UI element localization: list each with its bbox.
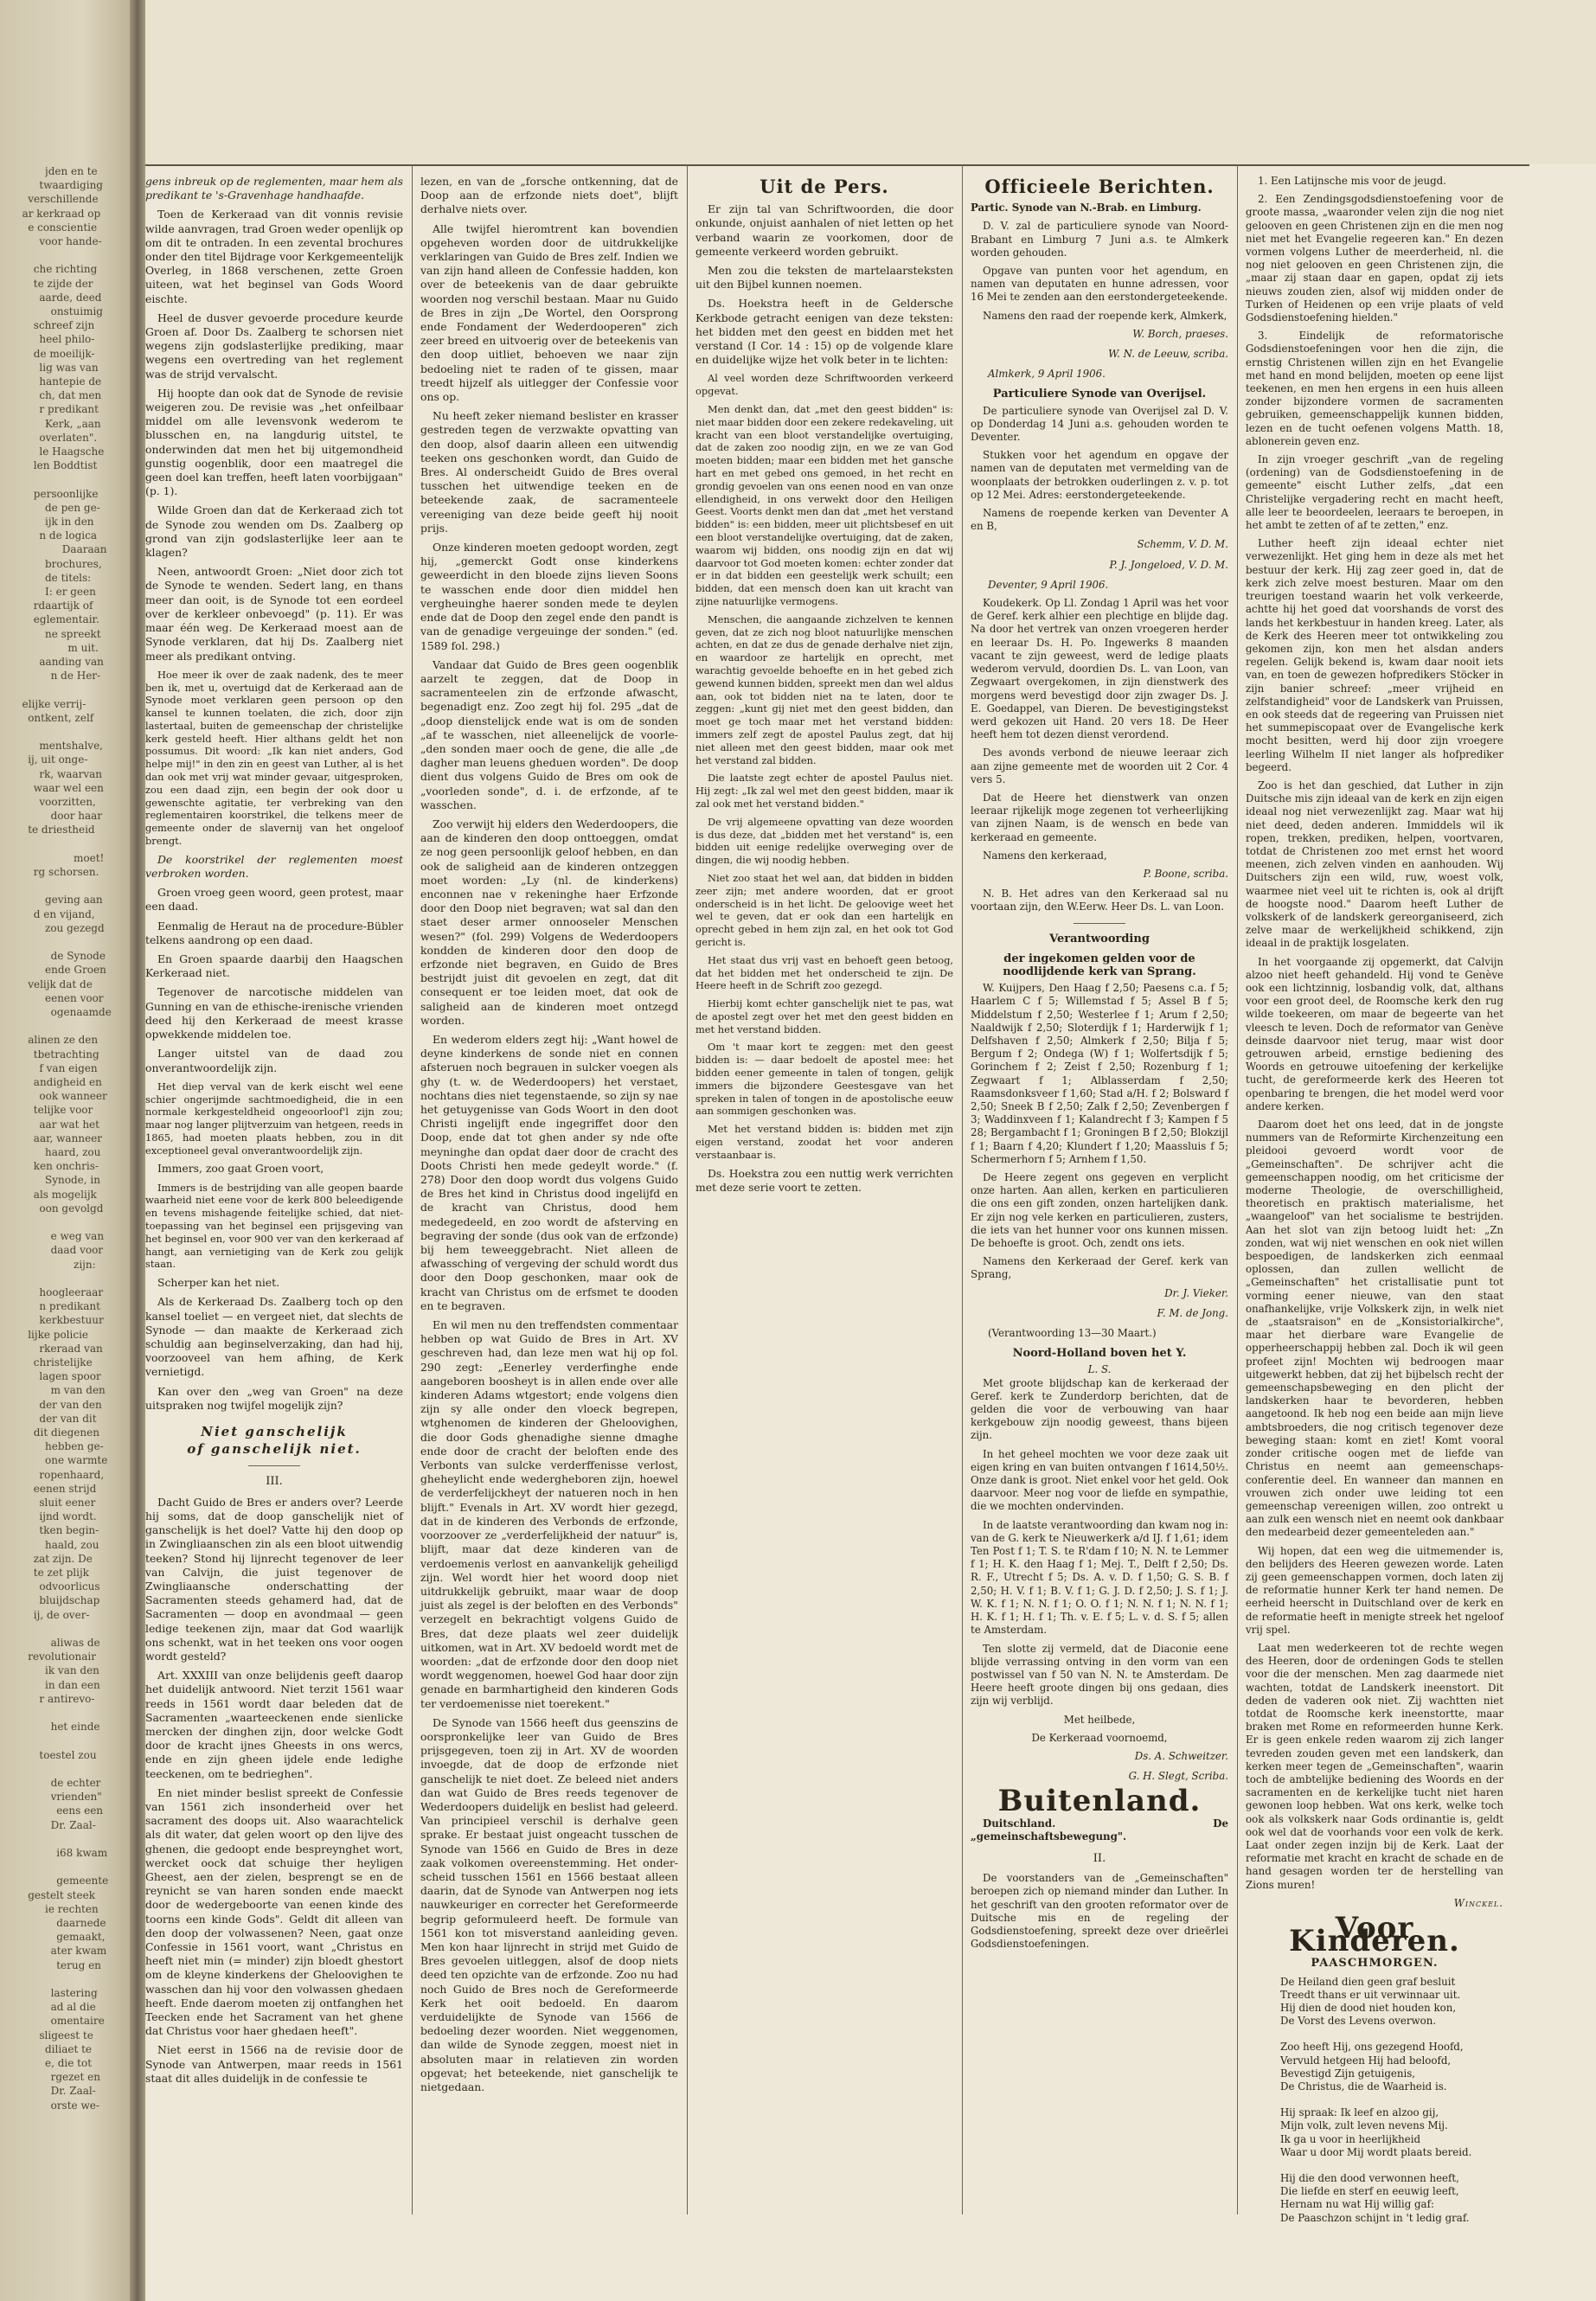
gutter-text-line: aar wat het [39,1118,99,1131]
poem-line: Mijn volk, zult leven nevens Mij. [1280,2119,1448,2132]
gutter-text-line: ad al die [50,2001,96,2014]
paragraph: Hij hoopte dan ook dat de Synode de revisie weigeren zou. De revisie was „het onfeilbaar middel om alle levensvonk wederom te blusschen en, na langdurig uitstel, te onderwinden dat men het bij uitgemondheid gunstig oogenblik, door een maatregel die geen doel kan treffen, heeft laten voorbijgaan" (p. 1). [145,386,403,498]
paragraph: gens inbreuk op de reglementen, maar hem als predikant te 's-Gravenhage handhaafde. [145,175,403,202]
section-heading-officieele-berichten: Officieele Berichten. [984,176,1215,197]
paragraph: Dat de Heere het dienstwerk van onzen leeraar rijkelijk moge zegenen tot verheerlijking van zijnen Naam, is de wensch en bede van kerkeraad en gemeente. [971,791,1228,843]
paragraph: Vandaar dat Guido de Bres geen oogenblik aarzelt te zeggen, dat de Doop in sacramenteelen zin de erfzonde afwascht, begenadigt enz. Zoo zegt hij fol. 295 „dat de „doop dienstelijck ende wat is om de sonden „af te wasschen, niet alleenelijck de voorle- „den sonden maer ooch de gene, die alle „de dagher man leuens gheduen worden". De doop dient dus volgens Guido de Bres om ook de „voorleden sonde", d. i. de erfzonde, af te wasschen. [420,657,678,811]
paragraph: Er zijn tal van Schriftwoorden, die door onkunde, onjuist aanhalen of niet letten op het verband waarin ze voorkomen, door de gemeente verkeerd worden gebruikt. [695,202,953,258]
gutter-text-line: n predikant [39,1300,100,1313]
gutter-text-line: hoogleeraar [39,1286,104,1298]
quote: Immers is de bestrijding van alle geopen baarde waarheid niet eene voor de kerk 800 beleedigende en tevens mishagende feitelijke schied, dat niet-toepassing van het beginsel een prijsgeving van het beginsel en, voor 900 ver van den kerkeraad af hangt, aan vernietiging van de Kerk zou gelijk staan. [145,1181,403,1271]
poem [1246,1976,1503,2225]
poem-line: Vervuld hetgeen Hij had beloofd, [1280,2054,1452,2067]
paragraph: Scherper kan het niet. [157,1276,280,1290]
paragraph: Kan over den „weg van Groen" na deze uitspraken nog twijfel mogelijk zijn? [145,1384,403,1412]
column-5 [1246,175,1503,2225]
quote: Het diep verval van de kerk eischt wel eene schier ongerijmde sachtmoedigheid, die in een normale kerkgesteldheid ongeoorloof'l zijn zou; maar nog langer plijtverzuim van hetgeen, reeds in 1865, had moeten plaats hebben, zou in dit exceptioneel geval onverantwoordelijk zijn. [145,1080,403,1157]
gutter-text-line: toestel zou [39,1748,97,1761]
gutter-text-line: te driestheid [28,824,95,836]
gutter-text-line: diliaet te [45,2042,93,2055]
quote: Met het verstand bidden is: bidden met zijn eigen verstand, zoodat het voor anderen verstaanbaar is. [695,1123,953,1161]
paragraph: 2. Een Zendingsgodsdienstoefening voor de groote massa, „waaronder velen zijn die nog niet gelooven en geen Christenen zijn en die men nog niet met het Evangelie regeeren kan." En dezen vormen volgens Luther de meerderheid, nl. die nog niet gelooven en geen Christenen zijn, die „maar zij staan daar en gapen, opdat zij iets nieuws zouden zien, alsof wij midden onder de Turken of Heidenen op een vrije plaats of veld Godsdienstoefening hielden." [1246,193,1503,324]
gutter-text-line: waar wel een [33,781,104,794]
gutter-text-line: daad voor [50,1244,104,1257]
paragraph: Men zou die teksten de martelaarsteksten uit den Bijbel kunnen noemen. [695,264,953,292]
top-rule [145,164,1529,166]
gutter-text-line: rkeraad van [39,1342,103,1355]
paragraph: D. V. zal de particuliere synode van Noord-Brabant en Limburg 7 Juni a.s. te Almkerk worden gehouden. [971,220,1228,259]
gutter-text-line: twaardiging [39,179,103,192]
gutter-text-line: rgezet en [50,2071,101,2084]
signature: W. Borch, praeses. [1132,327,1228,340]
quote: Hoe meer ik over de zaak nadenk, des te meer ben ik, met u, overtuigd dat de Kerkeraad aan de Synode moet verklaren geen persoon op den kansel te kunnen toelaten, die zich, door zijn lastertaal, buiten de gemeenschap der christelijke kerk gesteld heeft. Hier althans geldt het non possumus. Dit woord: „Ik kan niet anders, God helpe mij!" in den zin en geest van Luther, al is het dan ook met vrij wat minder gevaar, uitgesproken, zou een daad zijn, een begin der ook door u gewenschte agitatie, ter verbreking van den reglementairen koorstrikel, die telkens meer de gemeente onder de slavernij van het ongeloof brengt. [145,668,403,848]
paragraph: En Groen spaarde daarbij den Haagschen Kerkeraad niet. [145,952,403,980]
gutter-text-line: eens een [56,1804,104,1817]
gutter-text-line: mentshalve, [39,740,103,753]
paragraph: De koorstrikel der reglementen moest verbroken worden. [145,852,403,881]
gutter-text-line: hantepie de [39,375,102,388]
paragraph: Namens den kerkeraad, [983,849,1107,862]
gutter-text-line: e conscientie [28,221,98,234]
newspaper-page [145,164,1596,2301]
gutter-text-line: ij, de over- [33,1608,90,1621]
gutter-text-line: d en vijand, [33,907,95,920]
gutter-text-line: gemaakt, [56,1931,106,1944]
gutter-text-line: eglementair. [33,613,99,626]
column-4 [971,175,1228,1956]
gutter-text-line: onstuimig [50,305,103,317]
gutter-text-line: ken onchris- [33,1160,99,1173]
gutter-text-line: de moeilijk- [33,347,95,360]
gutter-text-line: der van dit [39,1412,97,1425]
paragraph: De Kerkeraad voornoemd, [1031,1731,1168,1744]
paragraph: Zoo verwijt hij elders den Wederdoopers, die aan de kinderen den doop onttoeggen, omdat ze nog geen persoonlijk geloof hebben, en dan ook de saligheid aan de kinderen ontzeggen moet worden: „Ly (nl. de kinderkens) enconnen nae v rekeninghe haer Erfzonde door den Doop niet begraven; wat sal dan den staet deser armer onnooseler Menschen wesen?" (fol. 299) Volgens de Wederdoopers kondden de kinderen door den doop de erfzonde niet begraven, en Guido de Bres bestrijdt juist dit gevoelen en zegt, dat dit consequent er toe leiden moet, dat ook de saligheid aan de kinderen moet ontzegd worden. [420,817,678,1027]
paragraph: Neen, antwoordt Groen: „Niet door zich tot de Synode te wenden. Sedert lang, en thans meer dan ooit, is de Synode tot een eordeel over de kerkleer onbevoegd" (p. 11). Er was maar één weg. De Kerkeraad moest aan de Synode verklaren, dat hij Ds. Zaalberg niet meer als predikant ontving. [145,565,403,663]
gutter-text-line: terug en [56,1958,101,1971]
paragraph: Langer uitstel van de daad zou onverantwoordelijk zijn. [145,1047,403,1074]
paragraph: Eenmalig de Heraut na de procedure-Bübler telkens aandrong op een daad. [145,919,403,946]
paragraph: W. Kuijpers, Den Haag f 2,50; Paesens c.a. f 5; Haarlem C f 5; Willemstad f 5; Assel B f 5; Middelstum f 2,50; Westerlee f 1; Arum f 2,50; Naaldwijk f 2,50; Sloterdijk f 1; Harderwijk f 1; Delfshaven f 2,50; Almkerk f 2,50; Bilja f 5; Bergum f 2; Ondega (W) f 1; Wolfertsdijk f 5; Gorinchem f 2; Zeist f 2,50; Rozenburg f 1; Zegwaart f 1; Alblasserdam f 2,50; Raamsdonksveer f 1,60; Stad a/H. f 2; Bolsward f 2,50; Sneek B f 2,50; Zalk f 2,50; Zevenbergen f 3; Waddinxveen f 1; Kalandrecht f 3; Kampen f 5 28; Bergambacht f 1; Groningen B f 2,50; Blokzijl f 1; Baarn f 4,20; Klundert f 1,20; Maassluis f 5; Schermerhorn f 5; Arnhem f 1,50. [971,982,1228,1165]
column-3 [695,175,953,1200]
paragraph: Namens den raad der roepende kerk, Almkerk, [983,309,1227,322]
gutter-text-line: kerkbestuur [39,1314,104,1327]
page-fold [130,0,145,2301]
gutter-text-line: de pen ge- [45,501,100,514]
column-rule [412,164,413,2214]
paragraph: En wederom elders zegt hij: „Want howel de deyne kinderkens de sonde niet en connen afsteruen noch begrauen in sulcker voegen als ghy (t. w. de Wederdoopers) het verstaet, nochtans dies niet tegenstaende, so zijn sy nae het getuygenisse van Gods Woort in den doot Christi ingelijft ende ingegriffet door den Doop, ende dat tot ghen ander sy nde ofte meyninghe dan opdat daer door de cracht des Doots Christi hen mede gedeylt worde." (f. 278) Door den doop wordt dus volgens Guido de Bres het kind in Christus dood ingelijfd en de kracht van Christus, dood hem medegedeeld, en zoo wordt de afsterving en begraving der sonde (dus ook van de erfzonde) bij hem teweeggebracht. Niet alleen de afwassching of vergeving der schuld wordt dus door den Doop geschonken, maar ook de kracht van Christus om de erfsmet te dooden en te begraven. [420,1032,678,1312]
gutter-text-line: lastering [50,1987,98,1999]
gutter-text-line: Kerk, „aan [45,417,101,430]
gutter-text-line: aar, wanneer [33,1131,102,1144]
gutter-text-line: m uit. [67,641,99,654]
signature: P. Boone, scriba. [1143,867,1228,880]
gutter-text-line: i68 kwam [56,1847,108,1859]
quote: Die laatste zegt echter de apostel Paulus niet. Hij zegt: „Ik zal wel met den geest bidden, maar ik zal ook met het verstand bidden." [695,772,953,810]
gutter-text-line: lagen spoor [39,1370,101,1383]
poem-line: Zoo heeft Hij, ons gezegend Hoofd, [1280,2041,1464,2054]
section-number: III. [266,1474,283,1488]
gutter-text-line: eenen voor [45,991,104,1004]
date: Deventer, 9 April 1906. [988,578,1109,591]
paragraph: En niet minder beslist spreekt de Confessie van 1561 zich insonderheid over het sacrament des doops uit. Also waarachtelick als dit water, dat gelen woort op den lijve des ghenen, die gedoopt ende bespreynghet wort, wercket oock dat schuige ther heyligen Gheest, aen der zielen, besprengt se en de reynicht se van haren sonden ende maeckt door de wedergeboorte van eenen kinde des toorns een kinde Gods". Geldt dit alleen van den doop der volwassenen? Neen, gaat onze Confessie in 1561 voort, want „Christus en heeft niet min (= minder) zijn bloedt ghestort om de kleyne kinderkens der Gheloovighen te wasschen dan hij voor den volwassen ghedaen heeft. Ende daerom moeten zij ontfanghen het Teecken ende het Sacrament van het ghene dat Christus voor haer ghedaen heeft". [145,1785,403,2038]
gutter-text-line: telijke voor [33,1104,93,1117]
gutter-text-line: Dr. Zaal- [50,1818,96,1831]
paragraph: Niet eerst in 1566 na de revisie door de Synode van Antwerpen, maar reeds in 1561 staat dit alles duidelijk in de confessie te [145,2043,403,2085]
paragraph: Ten slotte zij vermeld, dat de Diaconie eene blijde verrassing ontving in den vorm van een postwissel van f 50 van N. N. te Amsterdam. De Heere heeft groote dingen bij ons gedaan, dies zijn wij verblijd. [971,1642,1228,1708]
gutter-text-line: hebben ge- [45,1440,104,1453]
gutter-text-line: de echter [50,1777,101,1789]
paragraph: In de laatste verantwoording dan kwam nog in: van de G. kerk te Nieuwerkerk a/d IJ. f 1,61; idem Ten Post f 1; T. S. te R'dam f 10; N. N. te Lemmer f 1; H. K. den Haag f 1; Mej. T., Delft f 2,50; Ds. R. F., Utrecht f 5; Ds. A. v. D. f 1,50; G. S. B. f 2,50; H. V. f 1; B. V. f 1; G. J. D. f 2,50; J. S. f 1; J. W. K. f 1; N. N. f 1; O. O. f 1; N. N. f 1; N. N. f 1; H. K. f 1; H. f 1; Th. v. E. f 5; L. v. d. S. f 5; allen te Amsterdam. [971,1518,1228,1637]
paragraph: Des avonds verbond de nieuwe leeraar zich aan zijne gemeente met de woorden uit 2 Cor. 4 vers 5. [971,747,1228,785]
gutter-text-line: ar kerkraad op [22,207,101,220]
signature: Winckel. [1453,1896,1503,1909]
gutter-text-line: aanding van [39,656,104,668]
gutter-text-line: christelijke [33,1356,93,1368]
gutter-text-line: rdaartijk of [33,599,93,612]
gutter-text-line: ontkent, zelf [28,711,94,724]
gutter-text-line: zou gezegd [45,921,105,934]
poem-line: Hij die den dood verwonnen heeft, [1280,2172,1459,2185]
gutter-text-line: daarnede [56,1917,106,1929]
paragraph: Wilde Groen dan dat de Kerkeraad zich tot de Synode zou wenden om Ds. Zaalberg op grond van zijn godslasterlijke leer aan te klagen? [145,503,403,560]
signature: Ds. A. Schweitzer. [1134,1749,1228,1762]
gutter-text-line: ch, dat men [39,389,102,402]
gutter-text-line: haard, zou [45,1146,101,1158]
gutter-text-line: odvoorlicus [39,1580,100,1593]
gutter-text-line: velijk dat de [28,977,93,990]
gutter-text-line: revolutionair [28,1650,96,1663]
gutter-text-line: ie rechten [45,1902,99,1915]
gutter-text-line: rg schorsen. [33,866,99,878]
section-title: of ganschelijk niet. [187,1441,362,1458]
gutter-text-line: aarde, deed [39,291,102,304]
poem-line: Hij spraak: Ik leef en alzoo gij, [1280,2106,1439,2119]
column-rule [962,164,963,2214]
gutter-text-line: ropenhaard, [39,1468,105,1481]
gutter-text-line: eenen strijd [33,1482,97,1495]
gutter-text-line: e weg van [50,1230,105,1243]
gutter-text-line: het einde [50,1721,100,1734]
gutter-text-line: ik van den [45,1664,99,1677]
quote: Niet zoo staat het wel aan, dat bidden in bidden zeer zijn; met andere woorden, dat er groot onderscheid is in het licht. De geloovige weet het wel te geven, dat er ook dan een hartelijk en oprecht gebed in hem zijn zal, en het ook tot God gericht is. [695,871,953,948]
notice-title: Particuliere Synode van Overijsel. [992,388,1207,401]
paragraph: Daarom doet het ons leed, dat in de jongste nummers van de Reformirte Kirchenzeitung een pleidooi gevoerd wordt voor de „Gemeinschaften". De schrijver acht die gemeenschappen noodig, om het criticisme der moderne Theologie, de overschilligheid, theoretisch en praktisch materialisme, het „waangeloof" van het socialisme te bestrijden. Aan het slot van zijn betoog luidt het: „Zn zonden, wat wij niet wenschen en ook niet willen bespoedigen, de landskerken zich eenmaal oplossen, dan zullen wellicht de „Gemeinschaften" het cristallisatie punt tot vorming eener nieuwe, van den staat onafhankelijke, vrije Volkskerk zijn, in welk niet de „staatsraison" en de „Konsistorialkirche", maar het dierbare ware Evangelie de opperheerschappij hebben zal. Doch ik wil geen profeet zijn! Mochten wij bedroogen maar uitgewerkt hebben, dat zij het bijbelsch recht der gemeenschapsbeweging en den plicht der landskerken haar te bevorderen, hebben aangetoond. Ik heb nog een beide aan mijn lieve ambtsbroeders, die nog critisch tegenover deze beweging staan: komt en ziet! Komt vooral zonder critische oogen met de liefde van Christus en neemt aan gemeenschaps-conferentie deel. En wanneer dan mannen en vrouwen zich onder uwe leiding tot een gemeenschap vereenigen willen, zoo ontrekt u aan zulk een wensch niet en neemt ook dankbaar den medearbeid dezer gemeenteleden aan." [1246,1118,1503,1539]
paragraph: Wij hopen, dat een weg die uitmemender is, den belijders des Heeren gewezen worde. Laten zij geen gemeenschappen vormen, doch laten zij de reformatie hunner Kerk ter hand nemen. De eerheid heerscht in Duitschland over de kerk en de reformatie heeft in menigte streek het ngeloof vrij spel. [1246,1544,1503,1636]
gutter-text-line: voor hande- [39,235,102,247]
paragraph: Namens den Kerkeraad der Geref. kerk van Sprang, [971,1255,1228,1281]
gutter-text-line: r antirevo- [39,1692,95,1705]
poem-line: Hij dien de dood niet houden kon, [1280,2002,1457,2015]
gutter-text-line: schreef zijn [33,319,95,332]
paragraph: Duitschland. De „gemeinschaftsbewegung". [971,1817,1228,1843]
paragraph: Stukken voor het agendum en opgave der namen van de deputaten met vermelding van de woonplaats der betrokken ouderlingen z. v. p. tot op 12 Mei. Adres: eerstondergeteekende. [971,449,1228,501]
gutter-text-line: ogenaamde [50,1006,112,1018]
paragraph: Ds. Hoekstra zou een nuttig werk verrichten met deze serie voort te zetten. [695,1166,953,1194]
gutter-text-line: f van eigen [39,1061,98,1074]
gutter-text-line: andigheid en [33,1076,102,1088]
gutter-text-line: omentaire [50,2015,105,2028]
gutter-text-line: ijk in den [45,516,94,528]
poem-line: De Paaschzon schijnt in 't ledig graf. [1280,2211,1470,2224]
poem-line: Waar u door Mij wordt plaats bereid. [1280,2145,1472,2158]
gutter-text-line: aliwas de [50,1637,100,1649]
column-2 [420,175,678,2099]
divider [248,1465,300,1466]
signature: P. J. Jongeloed, V. D. M. [1109,558,1228,571]
paragraph: Opgave van punten voor het agendum, en namen van deputaten en hunne adressen, voor 16 Mei te zenden aan den eerstondergeteekende. [971,265,1228,304]
poem-line: Bevestigd Zijn getuigenis, [1280,2067,1416,2080]
poem-line: Treedt thans er uit verwinnaar uit. [1280,1988,1461,2001]
paragraph: Onze kinderen moeten gedoopt worden, zegt hij, „gemerckt Godt onse kinderkens geweerdicht in den bloede zijns lieven Soons te wasschen ende door dien middel hen vergheuinghe haerer sonden mede te deylen ende dat de Doop den zegel ende den pandt is van de genadige vergeuinge der sonden." (ed. 1589 fol. 298.) [420,541,678,652]
notice-title: Verantwoording [1049,932,1150,945]
gutter-text-line: r predikant [39,403,99,416]
gutter-text-line: brochures, [45,557,102,570]
gutter-text-line: alinen ze den [28,1034,99,1047]
date: Almkerk, 9 April 1906. [988,368,1106,381]
gutter-text-line: als mogelijk [33,1188,97,1201]
paragraph: Koudekerk. Op Ll. Zondag 1 April was het voor de Geref. kerk alhier een plechtige en blijde dag. Na door het vertrek van onzen vroegeren herder en leeraar Ds. H. Po. Ingewerks 8 maanden vacant te zijn geweest, werd de ledige plaats wederom vervuld, doordien Ds. L. van Loon, van Zegwaart overgekomen, in zijn dienstwerk des morgens werd bevestigd door zijn zwager Ds. J. E. Goedappel, van Dieren. De bevestigingstekst werd gekozen uit Hand. 20 vers 18. De Heer heeft hem tot dezen dienst verordend. [971,597,1228,741]
gutter-text-line: moet! [74,851,105,864]
gutter-text-line: door haar [50,810,103,823]
section-number: II. [1093,1851,1106,1865]
paragraph: De voorstanders van de „Gemeinschaften" beroepen zich op niemand minder dan Luther. In het geschrift van den grooten reformator over de Duitsche mis en de regeling der Godsdienstoefening, spreekt deze over drieërlei Godsdienstoefeningen. [971,1872,1228,1951]
gutter-text-line: gestelt steek [28,1888,95,1901]
paragraph: Heel de dusver gevoerde procedure keurde Groen af. Door Ds. Zaalberg te schorsen niet wegens zijn godslasterlijke prediking, maar wegens een overtreding van het reglement was de strijd vervalscht. [145,311,403,381]
gutter-text-line: de titels: [45,571,92,584]
paragraph: 1. Een Latijnsche mis voor de jeugd. [1258,175,1446,187]
paragraph: 3. Eindelijk de reformatorische Godsdienstoefeningen voor hen die zijn, die ernstig Christenen willen zijn en het Evangelie met hand en mond belijden, moeten op eene lijst teekenen, en men hen ergens in een huis alleen zonder bijzondere vormen de sacramenten gebruiken, gemeenschappelijk kunnen bidden, lezen en de tucht oefenen volgens Matth. 18, ablonerein geven enz. [1246,330,1503,447]
previous-page-edge [0,0,138,2301]
gutter-text-line: n de Her- [50,670,101,683]
quote: Menschen, die aangaande zichzelven te kennen geven, dat ze zich nog bloot natuurlijke menschen achten, en dat ze dus de genade derhalve niet zijn, en waardoor ze hartelijk en oprecht, met warachtig gevoelde behoefte en in het gebed zich gewend kunnen bidden, spreekt men dan wel aldus aan, ook tot bidden niet na te laten, door te zeggen: „kunt gij niet met den geest bidden, dan moet ge toch maar met het verstand bidden: immers zelf zegt de apostel Paulus zegt, dat hij niet alleen met den geest bidden, maar ook met het verstand zal bidden. [695,612,953,766]
poem-line: Ik ga u voor in heerlijkheid [1280,2132,1421,2145]
poem-line: De Heiland dien geen graf besluit [1280,1975,1456,1988]
paragraph: Toen de Kerkeraad van dit vonnis revisie wilde aanvragen, trad Groen weder openlijk op om dit te ontraden. In een zevental brochures onder den titel Bijdrage voor Kerkgemeentelijk Overleg, in 1868 verschenen, zette Groen uiteen, wat het beginsel van Gods Woord eischte. [145,208,403,305]
paragraph: Laat men wederkeeren tot de rechte wegen des Heeren, door de ordeningen Gods te stellen voor die der menschen. Men zag daarmede niet wachten, totdat de Landskerk ineenstort. Dit deden de vaderen ook niet. Zij wachtten niet totdat de Roomsche kerk ineenstortte, maar braken met Rome en reformeerden hunne Kerk. Er is geen enkele reden waarom zij zich langer tevreden zouden geven met een landskerk, dan kerken meer tegen de „Gemeinschaften", waarin toch de ambtelijke bediening des Woords en der sacramenten en de kerkelijke tucht niet haren gewonen loop hebben. Wat ons kerk, welke toch ook als volkskerk naar Gods ordinantie is, geldt ook wel dat de voorhands voor een volk de kerk. Laat onder zegen inzijn bij de Kerk. Laat der reformatie met kracht en kracht de schade en de hand gesagen worden ter de herstelling van Zions muren! [1246,1641,1503,1891]
column-rule [1237,164,1238,2214]
paragraph: Met groote blijdschap kan de kerkeraad der Geref. kerk te Zunderdorp berichten, dat de gelden die voor de verbouwing van haar kerkgebouw zijn noodig geweest, thans bijeen zijn. [971,1376,1228,1442]
quote: Om 't maar kort te zeggen: met den geest bidden is: — daar bedoelt de apostel mee: het bidden eener gemeente in talen of tongen, gelijk immers die bijzondere Geestesgave van het spreken in talen of tongen in de apostolische eeuw aan sommigen geschonken was. [695,1041,953,1118]
gutter-text-line: te zet plijk [33,1567,89,1579]
paragraph: Dacht Guido de Bres er anders over? Leerde hij soms, dat de doop ganschelijk niet of ganschelijk is het doel? Vatte hij den doop op in Zwingliaanschen zin als een bloot uitwendig teeken? Stond hij lijnrecht tegenover de leer van Calvijn, die juist tegenover de Zwingliaansche onderschatting der Sacramenten steeds gehamerd had, dat de Sacramenten — doop en avondmaal — geen ledige teekenen zijn, maar dat God waarlijk ons schenkt, wat in het teeken ons voor oogen wordt gesteld? [145,1495,403,1663]
poem-line: De Christus, die de Waarheid is. [1280,2080,1447,2093]
signature: W. N. de Leeuw, scriba. [1108,348,1228,361]
gutter-text-line: zat zijn. De [33,1552,93,1565]
quote: Het staat dus vrij vast en behoeft geen betoog, dat het bidden met het onderscheid te zijn. De Heere heeft in de Schrift zoo gezegd. [695,953,953,992]
gutter-text-line: m van den [50,1384,106,1397]
gutter-text-line: orste we- [50,2099,99,2112]
gutter-text-line: bluijdschap [39,1594,100,1607]
paragraph: N. B. Het adres van den Kerkeraad sal nu voortaan zijn, den W.Eerw. Heer Ds. L. van Loon. [971,888,1228,913]
paragraph: In het geheel mochten we voor deze zaak uit eigen kring en van buiten ontvangen f 1614,50½. Onze dank is groot. Niet enkel voor het geld. Ook daarvoor. Meer nog voor de liefde en sympathie, die we mochten ondervinden. [971,1447,1228,1513]
paragraph: Nu heeft zeker niemand beslister en krasser gestreden tegen de verzwakte opvatting van den doop, alsof daarin alleen een uitwendig teeken ons geschonken wordt, dan Guido de Bres. Al onderscheidt Guido de Bres overal tusschen het uitwendige teeken en de beteekende zaak, de sacramenteele vereeniging van deze beide geeft hij nooit prijs. [420,409,678,535]
gutter-text-line: geving aan [45,894,103,907]
gutter-text-line: ne spreekt [45,627,101,640]
quote: De vrij algemeene opvatting van deze woorden is dus deze, dat „bidden met het verstand" is, een bidden uit eenige redelijke overweging over de dingen, die wij noodig hebben. [695,815,953,867]
notice-title: Noord-Holland boven het Y. [1012,1347,1187,1361]
gutter-text-line: tbetrachting [33,1048,99,1061]
gutter-text-line: ijnd wordt. [39,1510,97,1523]
gutter-text-line: Daaraan [61,543,107,556]
gutter-text-line: elijke verrij- [22,697,87,710]
gutter-text-line: haald, zou [45,1538,99,1551]
quote: Men denkt dan, dat „met den geest bidden" is: niet maar bidden door een zekere redekaveling, uit kracht van een bloot verstandelijke overtuiging, dat de zaken zoo noodig zijn, en we ze van God moeten bidden; maar een bidden met het gansche hart en met gebed ons gemoed, in het recht en grondig gevoelen van ons eenen nood en van onze ellendigheid, in ons verwekt door den Heiligen Geest. Voorts denkt men dan dat „met het verstand bidden" is: een bidden, meer uit plichtsbesef en uit een bloot verstandelijke overtuiging, dat de zaken, waarom wij bidden, ons noodig zijn en dat wij daarvoor tot God moeten komen: echter zonder dat er in dat bidden een geestelijk werk schuilt; een bidden, dat een mensch doen kan uit kracht van zijne natuurlijke vermogens. [695,403,953,607]
section-heading-voor-kinderen: Voor Kinderen. [1289,1911,1460,1959]
paragraph: Groen vroeg geen woord, geen protest, maar een daad. [145,886,403,913]
gutter-text-line: voorzitten, [39,796,96,808]
gutter-text-line: jden en te [45,165,98,177]
poem-line [1280,2159,1503,2172]
poem-line: Hernam nu wat Hij willig gaf: [1280,2198,1434,2211]
gutter-text-line: te zijde der [33,277,93,290]
gutter-text-line: heel philo- [39,333,95,346]
notice-title: Partic. Synode van N.-Brab. en Limburg. [971,202,1202,215]
gutter-text-line: lijke policie [28,1328,89,1341]
paragraph: Tegenover de narcotische middelen van Gunning en van de ethische-irenische vrienden deed hij den Kerkeraad de meest krasse opwekkende middelen toe. [145,985,403,1042]
gutter-text-line: che richting [33,263,98,276]
paragraph: Zoo is het dan geschied, dat Luther in zijn Duitsche mis zijn ideaal van de kerk en zijn eigen ideaal nog niet verwezenlijkt zag. Maar wat hij niet deed, deden anderen. Immiddels wil ik ropen, trekken, prediken, helpen, voortvaren, totdat de Christenen zoo met ernst het woord meenen, zich zelven vinden en aanhouden. Wij Duitschers zijn een wild, ruw, woest volk, waarmee niet veel uit te richten is, ook al drijft de hoogste nood." Daarom heeft Luther de volkskerk of de landskerk gereorganiseerd, zich zelve maar de werkelijkheid schikkend, zijn ideaal in de praktijk losgelaten. [1246,779,1503,950]
poem-line: De Vorst des Levens overwon. [1280,2015,1437,2028]
poem-line: Die liefde en sterf en eeuwig leeft, [1280,2185,1459,2198]
gutter-text-line: ende Groen [45,964,106,977]
gutter-text-line: gemeente [56,1875,109,1888]
paragraph: lezen, en van de „forsche ontkenning, dat de Doop aan de erfzonde niets doet", blijft derhalve niets over. [420,175,678,216]
gutter-text-line: in dan een [45,1678,100,1691]
poem-line [1280,2028,1503,2041]
gutter-text-line: ater kwam [50,1945,107,1958]
paragraph: De Heere zegent ons gegeven en verplicht onze harten. Aan allen, kerken en particulieren die ons een gift zonden, onzen hartelijken dank. Er zijn nog vele kerken en particulieren, zusters, die iets van het hunner voor ons kunnen missen. De behoefte is groot. Och, zendt ons iets. [971,1171,1228,1250]
divider [1074,923,1125,924]
paragraph: Ds. Hoekstra heeft in de Geldersche Kerkbode getracht eenigen van deze teksten: het bidden met den geest en bidden met het verstand (I Cor. 14 : 15) op de volgende klare en duidelijke wijze het volk beter in te lichten: [695,297,953,367]
column-rule [687,164,688,2214]
signature: Dr. J. Vieker. [1164,1286,1228,1299]
gutter-text-line: Dr. Zaal- [50,2085,96,2098]
paragraph: Namens de roepende kerken van Deventer A en B, [971,507,1228,533]
quote: Hierbij komt echter ganschelijk niet te pas, wat de apostel zegt over het met den geest bidden en met het verstand bidden. [695,997,953,1035]
gutter-text-line: sligeest te [39,2029,93,2041]
gutter-text-line: rk, waarvan [39,767,103,780]
signature: G. H. Slegt, Scriba. [1128,1770,1228,1783]
section-title: Niet ganschelijk [201,1424,348,1440]
paragraph: In het voorgaande zij opgemerkt, dat Calvijn alzoo niet heeft gehandeld. Hij vond te Genève ook een lichtzinnig, losbandig volk, dat, althans voor een groot deel, de Roomsche kerk den rug wilde toekeeren, om maar de begeerte van het vleesch te leven. Doch de reformator van Genève deinsde daarvoor niet terug, maar wist door getrouwen arbeid, ernstige bediening des Woords en getrouwe uitoefening der kerkelijke tucht, de gereformeerde kerk des Heeren tot openbaring te brengen, die het model werd voor andere kerken. [1246,955,1503,1112]
notice-subtitle: L. S. [1087,1363,1112,1376]
gutter-text-line: len Boddtist [33,459,98,472]
paragraph: En wil men nu den treffendsten commentaar hebben op wat Guido de Bres in Art. XV geschreven had, dan leze men wat hij op fol. 290 zegt: „Eenerley verderfinghe ende aangeboren boosheyt is in allen ende over alle kinderen Adams wtgestort; ende volgens dien zijn sy alle onder den vloeck begrepen, wtghenomen de kinderen der Gheloovighen, die door Gods ghenadighe sienne dmaghe ende door de cracht der beloften ende des Verbonts van sulcke verderffenisse verlost, gheheylicht ende wedergheboren zijn, hoewel de verderfelijckheyt der natueren noch in hen blijft." Evenals in Art. XV wordt hier gezegd, dat in de kinderen des Verbonds de erfzonde, voorzoover ze „verderfelijkheid der natuur" is, blijft, maar dat deze kinderen van de verdoemenis verlost en aanvankelijk geheiligd zijn. Wel wordt hier het woord doop niet uitdrukkelijk gebruikt, maar waar de doop juist als zegel is der beloften en des Verbonds" verzegelt en bekrachtigt volgens Guido de Bres, dat deze plaats wel zeer duidelijk uitkomen, wat in Art. XV bedoeld wordt met de woorden: „dat de erfzonde door den doop niet wordt weggenomen, hoewel God haar door zijn genade en barmhartigheid den kinderen Gods ter verdoemenisse niet toerekent." [420,1318,678,1710]
paragraph: In zijn vroeger geschrift „van de regeling (ordening) van de Godsdienstoefening in de gemeente" eischt Luther zelfs, „dat een Christelijke vergadering recht en macht heeft, alle leer te beoordeelen, leeraars te beroepen, in het ambt te zetten of af te zetten," enz. [1246,453,1503,532]
signature: Schemm, V. D. M. [1137,538,1228,551]
paragraph: Art. XXXIII van onze belijdenis geeft daarop het duidelijk antwoord. Niet terzit 1561 waar reeds in 1561 wordt daar beleden dat de Sacramenten „waarteeckenen ende sienlicke mercken der dinghen zijn, door welcke Godt door de kracht ijnes Gheests in ons wercs, ende en zijn gheen ijdele ende ledighe teeckenen, om te bedrieghen". [145,1669,403,1780]
poem-title: PAASCHMORGEN. [1311,1957,1439,1971]
gutter-text-line: ook wanneer [39,1090,107,1103]
gutter-text-line: I: er geen [45,586,96,598]
gutter-text-line: e, die tot [45,2057,93,2069]
quote: Al veel worden deze Schriftwoorden verkeerd opgevat. [695,372,953,398]
gutter-text-line: lig was van [39,361,99,374]
paragraph: De Synode van 1566 heeft dus geenszins de oorspronkelijke leer van Guido de Bres prijsgegeven, toen zij in Art. XV de woorden invoegde, dat de doop de erfzonde niet ganschelijk te niet doet. Ze beleed niet anders dan wat Guido de Bres reeds tegenover de Wederdoopers duidelijk en beslist had geleerd. Van principieel verschil is derhalve geen sprake. Er bestaat juist ongeacht tusschen de Synode van 1566 en Guido de Bres in deze zaak volkomen overeenstemming. Het onder- scheid tusschen 1561 en 1566 bestaat alleen daarin, dat de Synode van Antwerpen nog iets nauwkeuriger en correcter het Gereformeerde begrip geformuleerd heeft. De formule van 1561 kon tot misverstand aanleiding geven. Men kon haar lijnrecht in strijd met Guido de Bres gevoelen uitleggen, alsof de doop niets deed ten opzichte van de erfzonde. Zoo nu had noch Guido de Bres noch de Gereformeerde Kerk het ooit bedoeld. En daarom verduidelijkte de Synode van 1566 de bedoeling dezer woorden. Niet weggenomen, dan wilde de Synode zeggen, moest niet in absoluten maar in relatieven zin worden opgevat; het beteekende, niet ganschelijk te nietgedaan. [420,1715,678,2094]
section-heading-buitenland: Buitenland. [997,1784,1202,1819]
poem-line [1280,2093,1503,2106]
gutter-text-line: verschillende [28,193,99,206]
gutter-text-line: dit diegenen [33,1426,99,1439]
gutter-text-line: persoonlijke [33,487,99,500]
gutter-text-line: n de logica [39,529,97,542]
paragraph: Met heilbede, [1063,1713,1136,1726]
section-heading-uit-de-pers: Uit de Pers. [760,176,889,197]
paragraph: Als de Kerkeraad Ds. Zaalberg toch op den kansel toeliet — en vergeet niet, dat slechts de Synode — dan maakte de Kerkeraad zich schuldig aan beginselverzaking, dan had hij, voorzooveel van hem afhing, de Kerk vernietigd. [145,1295,403,1379]
gutter-text-line: tken begin- [39,1524,99,1537]
paragraph: Alle twijfel hieromtrent kan bovendien opgeheven worden door de uitdrukkelijke verklaringen van Guido de Bres zelf. Indien we van zijn hand alleen de Confessie hadden, kon over de beteekenis van de daar gebruikte woorden nog verschil bestaan. Maar nu Guido de Bres in zijn „De Wortel, den Oorsprong ende Fondament der Wederdooperen" zich zeer breed en uitvoerig over de beteekenis van den doop uitliet, behoeven we naar zijn bedoeling niet te raden of te gissen, maar treedt hijzelf als uitlegger der Confessie voor ons op. [420,221,678,404]
gutter-text-line: oon gevolgd [39,1202,104,1215]
gutter-text-line: ij, uit onge- [28,753,88,766]
gutter-text-line: le Haagsche [39,445,105,458]
paragraph: Luther heeft zijn ideaal echter niet verwezenlijkt. Het ging hem in deze als met het bestuur der kerk. Hij zag zeer goed in, dat de kerk zich zelve moest besturen. Maar om den treurigen toestand waarin het volk verkeerde, achtte hij het goed dat voorshands de vorst des lands het kerkbestuur in handen kreeg. Later, als de Kerk des Heeren meer tot ontwikkeling zou gekomen zijn, kon men het alsdan anders regelen. Gelijk bekend is, kwam daar nooit iets van, en toen de gewezen hofpredikers Stöcker in zijn banier schreef: „meer vrijheid en zelfstandigheid" voor de Landskerk van Pruissen, en ook steeds dat de regeering van Pruissen niet het summepiscopaat over de Evangelische kerk mocht besitten, werd hij door zijn vroegere leerling Wilhelm II niet langer als hofprediker begeerd. [1246,537,1503,773]
gutter-text-line: Synode, in [45,1174,100,1187]
date: (Verantwoording 13—30 Maart.) [988,1327,1157,1340]
paragraph: Immers, zoo gaat Groen voort, [157,1162,324,1176]
gutter-text-line: zijn: [74,1258,96,1271]
notice-subtitle: der ingekomen gelden voor de noodlijdende kerk van Sprang. [1003,952,1196,978]
gutter-text-line: overlaten". [39,431,98,444]
column-1 [145,175,403,2091]
paragraph: De particuliere synode van Overijsel zal D. V. op Donderdag 14 Juni a.s. gehouden worden te Deventer. [971,404,1228,444]
gutter-text-line: sluit eener [39,1497,96,1509]
gutter-text-line: vrienden" [50,1791,102,1804]
gutter-text-line: de Synode [50,950,106,963]
gutter-text-line: one warmte [45,1454,108,1467]
signature: F. M. de Jong. [1157,1306,1228,1319]
gutter-text-line: der van den [39,1398,102,1411]
